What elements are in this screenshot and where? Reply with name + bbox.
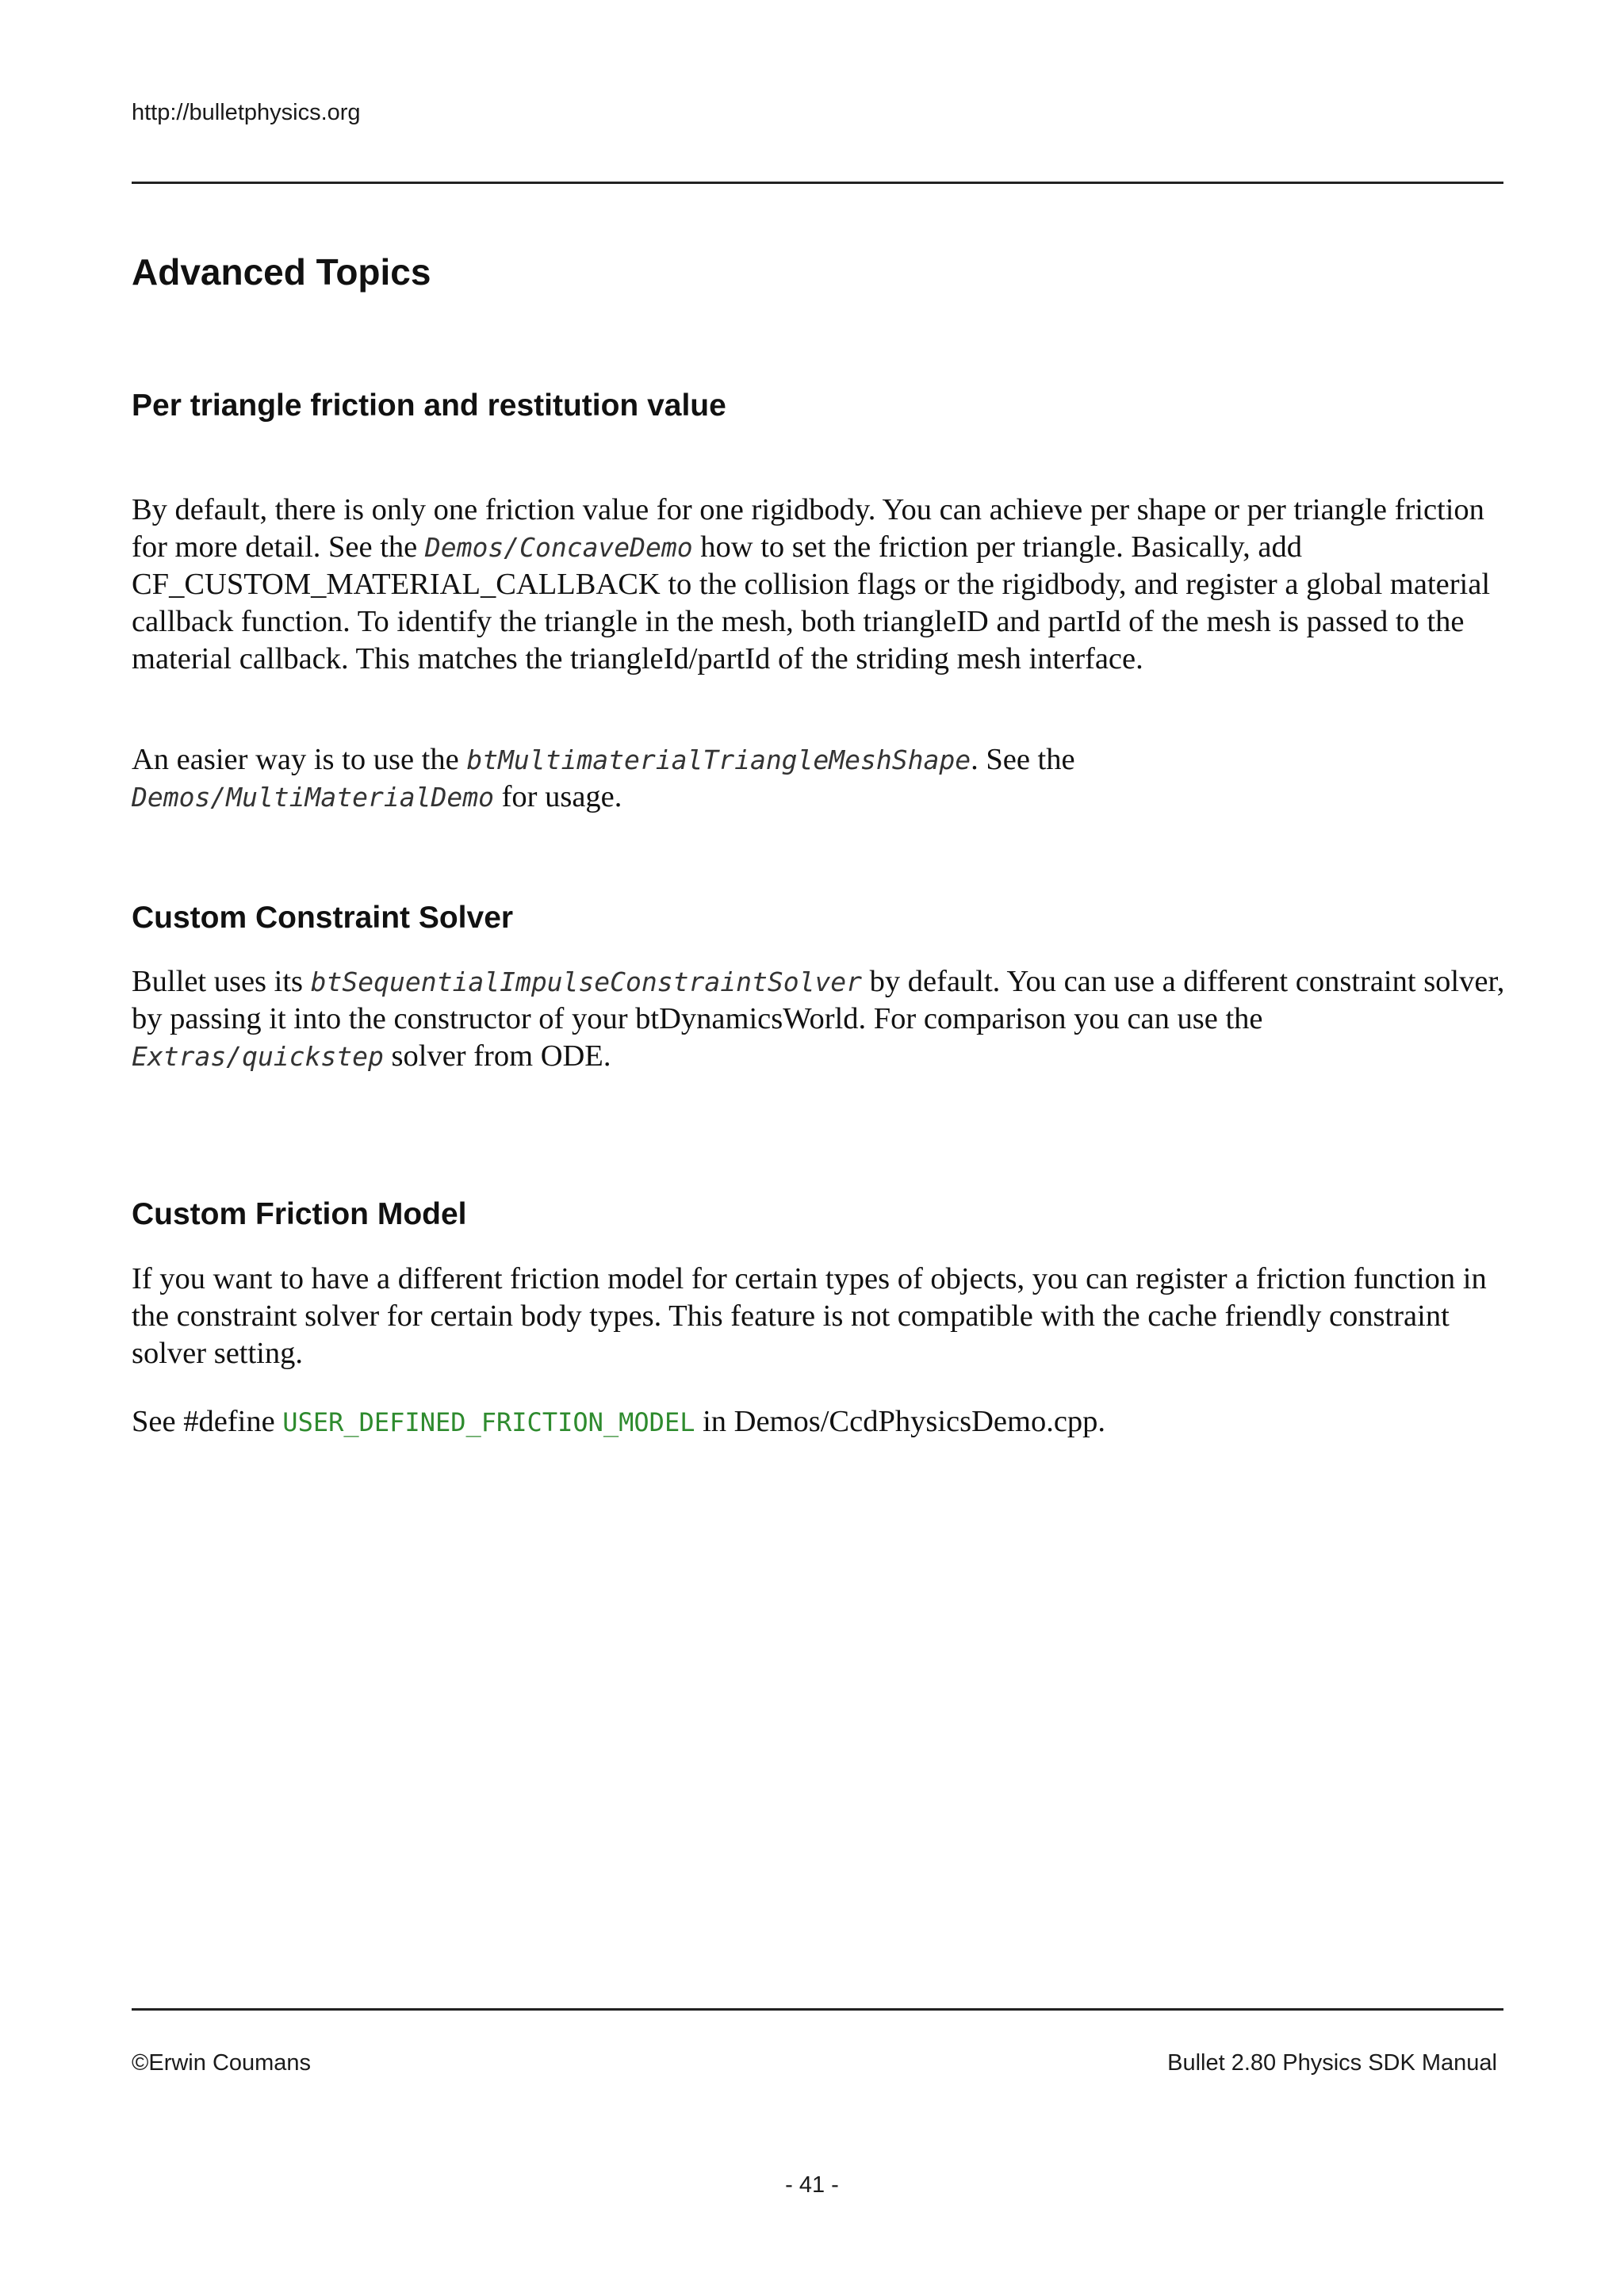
header-url: http://bulletphysics.org: [132, 100, 361, 125]
text-run: . See the: [971, 743, 1075, 776]
footer-author: ©Erwin Coumans: [132, 2050, 312, 2076]
text-run: solver from ODE.: [383, 1039, 611, 1073]
section-heading-custom-constraint-solver: Custom Constraint Solver: [132, 901, 514, 935]
text-run: See #define: [132, 1405, 283, 1438]
footer-manual-title: Bullet 2.80 Physics SDK Manual: [1167, 2050, 1497, 2076]
code-quickstep: Extras/quickstep: [132, 1041, 384, 1072]
paragraph-per-triangle-2: [132, 741, 1511, 816]
footer-divider: [132, 2008, 1503, 2011]
paragraph-custom-friction-1: If you want to have a different friction model for certain types of objects, you can register a friction function in the constraint solver for certain body types. This feature is not compatible with the cache friendly constraint solver setting.: [132, 1262, 1487, 1370]
text-run: By default, there is only one friction value for one rigidbody. You can achieve per shape or per triangle friction for more detail. See the: [132, 493, 1484, 564]
text-run: Bullet uses its: [132, 965, 311, 998]
page-title: Advanced Topics: [132, 251, 431, 293]
paragraph-custom-solver: [132, 963, 1511, 1075]
header-divider: [132, 182, 1503, 184]
code-multimaterial-shape: btMultimaterialTriangleMeshShape: [466, 744, 971, 775]
text-run: by default. You can use a different constraint solver, by passing it into the constructor of your btDynamicsWorld. For comparison you can use the: [132, 965, 1505, 1035]
text-run: for usage.: [493, 780, 622, 813]
code-sequential-impulse-solver: btSequentialImpulseConstraintSolver: [310, 966, 863, 997]
text-run: An easier way is to use the: [132, 743, 467, 776]
code-concave-demo: Demos/ConcaveDemo: [424, 532, 693, 563]
paragraph-per-triangle-1: [132, 492, 1511, 678]
page-number: - 41 -: [785, 2172, 839, 2198]
text-run: how to set the friction per triangle. Basically, add CF_CUSTOM_MATERIAL_CALLBACK to the collision flags or the rigidbody, and register a global material callback function. To identify the triangle in the mesh, both triangleID and partId of the mesh is passed to the material callback. This matches the triangleId/partId of the striding mesh interface.: [132, 530, 1491, 675]
text-run: in Demos/CcdPhysicsDemo.cpp.: [695, 1405, 1106, 1438]
section-heading-custom-friction-model: Custom Friction Model: [132, 1197, 467, 1231]
paragraph-custom-friction-2: [132, 1403, 1511, 1441]
code-multimaterial-demo: Demos/MultiMaterialDemo: [132, 782, 494, 813]
section-heading-per-triangle-friction: Per triangle friction and restitution value: [132, 388, 726, 423]
code-user-defined-friction-model: USER_DEFINED_FRICTION_MODEL: [282, 1407, 695, 1437]
